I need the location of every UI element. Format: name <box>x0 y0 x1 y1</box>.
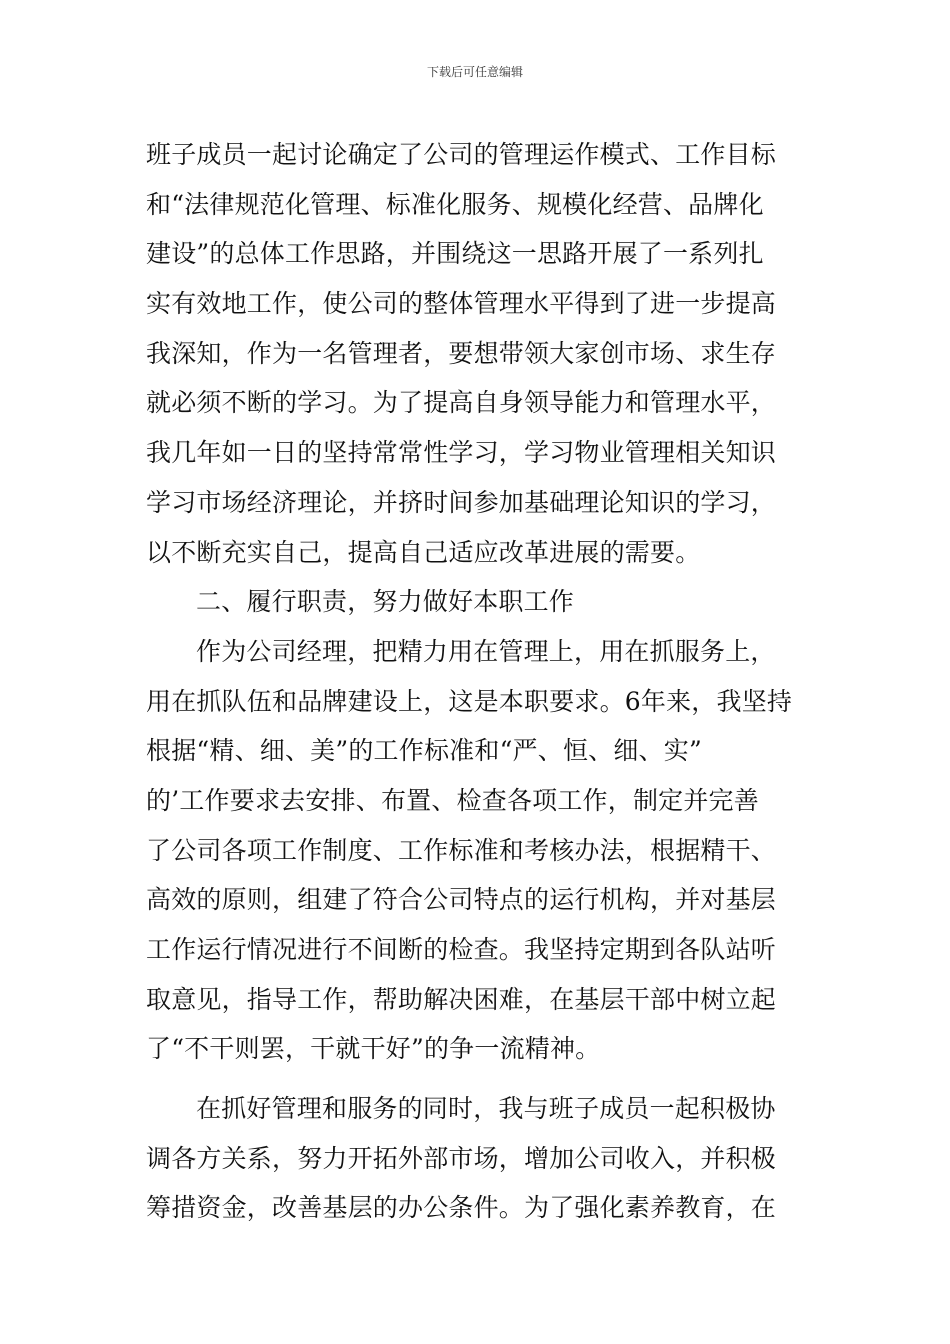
text-line: 和“法律规范化管理、标准化服务、规模化经营、品牌化 <box>146 189 764 219</box>
text-line: 工作运行情况进行不间断的检查。我坚持定期到各队站听 <box>146 935 777 964</box>
text-line: 班子成员一起讨论确定了公司的管理运作模式、工作目标 <box>146 140 777 169</box>
text-line: 就必须不断的学习。为了提高自身领导能力和管理水平， <box>146 388 777 418</box>
text-line: 实有效地工作，使公司的整体管理水平得到了进一步提高 <box>146 289 777 319</box>
text-line: 取意见，指导工作，帮助解决困难，在基层干部中树立起 <box>146 984 777 1014</box>
text-line: 高效的原则，组建了符合公司特点的运行机构，并对基层 <box>146 885 777 915</box>
text-line: 建设”的总体工作思路，并围绕这一思路开展了一系列扎 <box>146 239 764 269</box>
text-line: 我深知，作为一名管理者，要想带领大家创市场、求生存 <box>146 338 777 368</box>
text-line: 的’工作要求去安排、布置、检查各项工作，制定并完善 <box>146 785 759 815</box>
paragraph-gap <box>146 1074 816 1084</box>
text-line: 用在抓队伍和品牌建设上，这是本职要求。6年来，我坚持 <box>146 686 793 716</box>
page-header: 下载后可任意编辑 <box>426 65 523 79</box>
text-line: 筹措资金，改善基层的办公条件。为了强化素养教育，在 <box>146 1193 777 1223</box>
text-line: 了“不干则罢，干就干好”的争一流精神。 <box>146 1034 601 1064</box>
text-line: 在抓好管理和服务的同时，我与班子成员一起积极协 <box>196 1094 776 1124</box>
text-line: 调各方关系，努力开拓外部市场，增加公司收入，并积极 <box>146 1143 777 1173</box>
text-line: 学习市场经济理论，并挤时间参加基础理论知识的学习， <box>146 487 777 517</box>
text-line: 作为公司经理，把精力用在管理上，用在抓服务上， <box>196 636 776 666</box>
text-line: 以不断充实自己，提高自己适应改革进展的需要。 <box>146 537 701 567</box>
text-line: 我几年如一日的坚持常常性学习，学习物业管理相关知识 <box>146 438 777 468</box>
document-body <box>146 130 816 1233</box>
text-line: 了公司各项工作制度、工作标准和考核办法，根据精干、 <box>146 835 777 865</box>
text-line: 根据“精、细、美”的工作标准和“严、恒、细、实” <box>146 736 702 766</box>
text-line: 二、履行职责，努力做好本职工作 <box>196 587 575 617</box>
